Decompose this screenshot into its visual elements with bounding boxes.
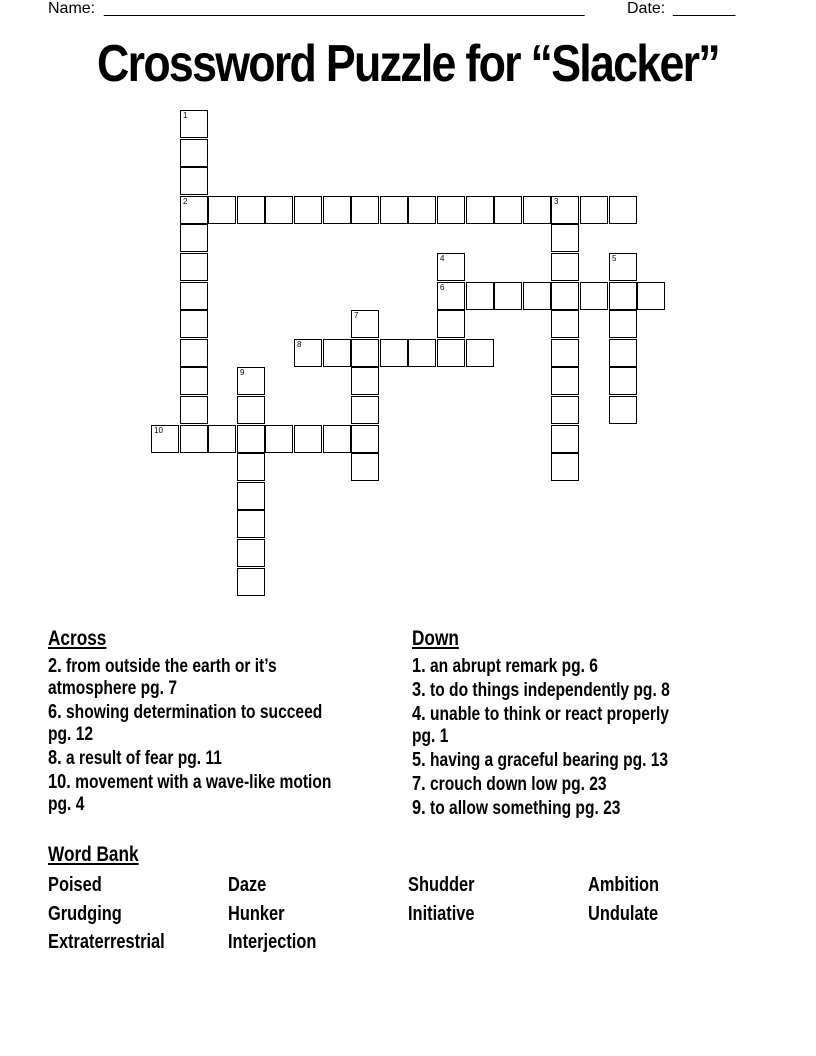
- crossword-cell[interactable]: [437, 339, 465, 367]
- crossword-cell[interactable]: [551, 224, 579, 252]
- clue-text: an abrupt remark pg. 6: [425, 656, 598, 677]
- header: [0, 0, 816, 22]
- crossword-cell[interactable]: [466, 196, 494, 224]
- crossword-cell[interactable]: [609, 196, 637, 224]
- crossword-cell[interactable]: [351, 453, 379, 481]
- crossword-cell[interactable]: [208, 425, 236, 453]
- crossword-cell[interactable]: [294, 425, 322, 453]
- clue-text: a result of fear pg. 11: [61, 748, 222, 769]
- crossword-cell[interactable]: [466, 282, 494, 310]
- crossword-cell[interactable]: [351, 196, 379, 224]
- crossword-cell[interactable]: [380, 196, 408, 224]
- crossword-cell[interactable]: [180, 367, 208, 395]
- crossword-cell[interactable]: [523, 196, 551, 224]
- word-bank: [48, 843, 788, 953]
- crossword-cell[interactable]: [180, 167, 208, 195]
- across-heading: Across: [48, 627, 107, 650]
- crossword-cell[interactable]: [323, 196, 351, 224]
- crossword-cell[interactable]: [208, 196, 236, 224]
- clue-number: 1.: [412, 655, 426, 677]
- crossword-cell[interactable]: [180, 339, 208, 367]
- word-bank-item: Extraterrestrial: [48, 931, 165, 953]
- crossword-cell[interactable]: [437, 196, 465, 224]
- crossword-cell[interactable]: [551, 425, 579, 453]
- clue-number: 3: [554, 197, 559, 206]
- crossword-cell[interactable]: [551, 339, 579, 367]
- crossword-cell[interactable]: [180, 253, 208, 281]
- crossword-cell[interactable]: [551, 196, 579, 224]
- crossword-cell[interactable]: [180, 196, 208, 224]
- crossword-cell[interactable]: [609, 282, 637, 310]
- crossword-cell[interactable]: [180, 139, 208, 167]
- clue-text: showing determination to succeed: [61, 702, 323, 723]
- crossword-cell[interactable]: [551, 367, 579, 395]
- crossword-cell[interactable]: [551, 310, 579, 338]
- crossword-cell[interactable]: [180, 282, 208, 310]
- crossword-cell[interactable]: [437, 253, 465, 281]
- crossword-cell[interactable]: [323, 425, 351, 453]
- word-bank-item: Ambition: [588, 874, 660, 896]
- crossword-cell[interactable]: [151, 425, 179, 453]
- page-title: Crossword Puzzle for “Slacker”: [97, 35, 719, 93]
- crossword-cell[interactable]: [609, 367, 637, 395]
- clue-number: 4: [440, 254, 445, 263]
- clue-number: 10: [154, 426, 163, 435]
- crossword-cell[interactable]: [237, 425, 265, 453]
- crossword-cell[interactable]: [237, 482, 265, 510]
- clue-number: 8.: [48, 747, 62, 769]
- clue-item: [48, 747, 222, 770]
- name-field[interactable]: ______________________________________________________: [104, 0, 585, 17]
- crossword-cell[interactable]: [265, 425, 293, 453]
- crossword-cell[interactable]: [265, 196, 293, 224]
- clue-item: [412, 773, 607, 796]
- clue-item: [48, 701, 322, 746]
- clue-text: to do things independently pg. 8: [425, 680, 670, 701]
- crossword-cell[interactable]: [637, 282, 665, 310]
- word-bank-item: Initiative: [408, 902, 475, 925]
- crossword-cell[interactable]: [466, 339, 494, 367]
- clue-number: 6: [440, 283, 445, 292]
- clue-text-continued: atmosphere pg. 7: [48, 678, 178, 699]
- clue-item: [412, 655, 598, 678]
- clue-number: 7.: [412, 773, 426, 795]
- crossword-cell[interactable]: [437, 282, 465, 310]
- crossword-cell[interactable]: [237, 367, 265, 395]
- crossword-cell[interactable]: [351, 367, 379, 395]
- clue-text: from outside the earth or it’s: [61, 656, 277, 677]
- crossword-cell[interactable]: [523, 282, 551, 310]
- clue-number: 2: [183, 197, 188, 206]
- date-field[interactable]: _______: [673, 0, 736, 17]
- crossword-cell[interactable]: [180, 425, 208, 453]
- crossword-cell[interactable]: [180, 396, 208, 424]
- crossword-cell[interactable]: [180, 110, 208, 138]
- crossword-cell[interactable]: [237, 510, 265, 538]
- crossword-cell[interactable]: [551, 453, 579, 481]
- clue-item: [412, 749, 668, 772]
- word-bank-item: Undulate: [588, 902, 659, 925]
- crossword-cell[interactable]: [551, 396, 579, 424]
- clue-text: to allow something pg. 23: [425, 798, 621, 819]
- word-bank-item: Grudging: [48, 902, 122, 925]
- clue-text: crouch down low pg. 23: [425, 774, 607, 795]
- clue-number: 2.: [48, 655, 62, 677]
- word-bank-item: Hunker: [228, 902, 285, 925]
- clue-text: having a graceful bearing pg. 13: [425, 750, 669, 771]
- crossword-cell[interactable]: [380, 339, 408, 367]
- crossword-cell[interactable]: [609, 339, 637, 367]
- crossword-cell[interactable]: [351, 425, 379, 453]
- crossword-cell[interactable]: [580, 196, 608, 224]
- date-label: Date:: [627, 0, 666, 17]
- clue-item: [412, 679, 670, 702]
- clue-text: unable to think or react properly: [425, 704, 669, 725]
- clue-item: [412, 797, 620, 820]
- crossword-cell[interactable]: [551, 282, 579, 310]
- across-clues: [48, 627, 468, 817]
- clue-item: [48, 655, 277, 700]
- clue-number: 3.: [412, 679, 426, 701]
- clue-item: [48, 771, 331, 816]
- crossword-cell[interactable]: [408, 339, 436, 367]
- crossword-cell[interactable]: [580, 282, 608, 310]
- word-bank-item: Poised: [48, 874, 102, 896]
- word-bank-heading: Word Bank: [48, 843, 139, 866]
- crossword-cell[interactable]: [351, 339, 379, 367]
- clue-text-continued: pg. 4: [48, 794, 85, 815]
- clue-number: 7: [354, 311, 359, 320]
- crossword-cell[interactable]: [351, 396, 379, 424]
- crossword-cell[interactable]: [494, 196, 522, 224]
- crossword-cell[interactable]: [323, 339, 351, 367]
- crossword-cell[interactable]: [609, 396, 637, 424]
- clue-number: 4.: [412, 703, 426, 725]
- crossword-cell[interactable]: [437, 310, 465, 338]
- crossword-cell[interactable]: [609, 253, 637, 281]
- crossword-cell[interactable]: [294, 339, 322, 367]
- clue-number: 9.: [412, 797, 426, 819]
- crossword-cell[interactable]: [294, 196, 322, 224]
- crossword-cell[interactable]: [237, 396, 265, 424]
- crossword-cell[interactable]: [551, 253, 579, 281]
- name-label: Name:: [48, 0, 96, 17]
- clue-text-continued: pg. 12: [48, 724, 94, 745]
- down-heading: Down: [412, 627, 459, 650]
- crossword-cell[interactable]: [609, 310, 637, 338]
- clue-item: [412, 703, 669, 748]
- clue-number: 10.: [48, 771, 71, 793]
- crossword-cell[interactable]: [237, 196, 265, 224]
- crossword-cell[interactable]: [494, 282, 522, 310]
- clue-number: 1: [183, 111, 188, 120]
- clue-number: 5: [612, 254, 617, 263]
- clue-number: 5.: [412, 749, 426, 771]
- crossword-cell[interactable]: [180, 224, 208, 252]
- clue-text: movement with a wave-like motion: [70, 772, 332, 793]
- clue-text-continued: pg. 1: [412, 726, 449, 747]
- clue-number: 8: [297, 340, 302, 349]
- down-clues: [412, 627, 816, 821]
- crossword-cell[interactable]: [237, 453, 265, 481]
- crossword-cell[interactable]: [408, 196, 436, 224]
- crossword-cell[interactable]: [237, 539, 265, 567]
- crossword-cell[interactable]: [237, 568, 265, 596]
- clue-number: 9: [240, 368, 245, 377]
- word-bank-item: Daze: [228, 874, 267, 896]
- word-bank-item: Shudder: [408, 874, 475, 896]
- crossword-cell[interactable]: [180, 310, 208, 338]
- clue-number: 6.: [48, 701, 62, 723]
- word-bank-item: Interjection: [228, 931, 317, 953]
- crossword-cell[interactable]: [351, 310, 379, 338]
